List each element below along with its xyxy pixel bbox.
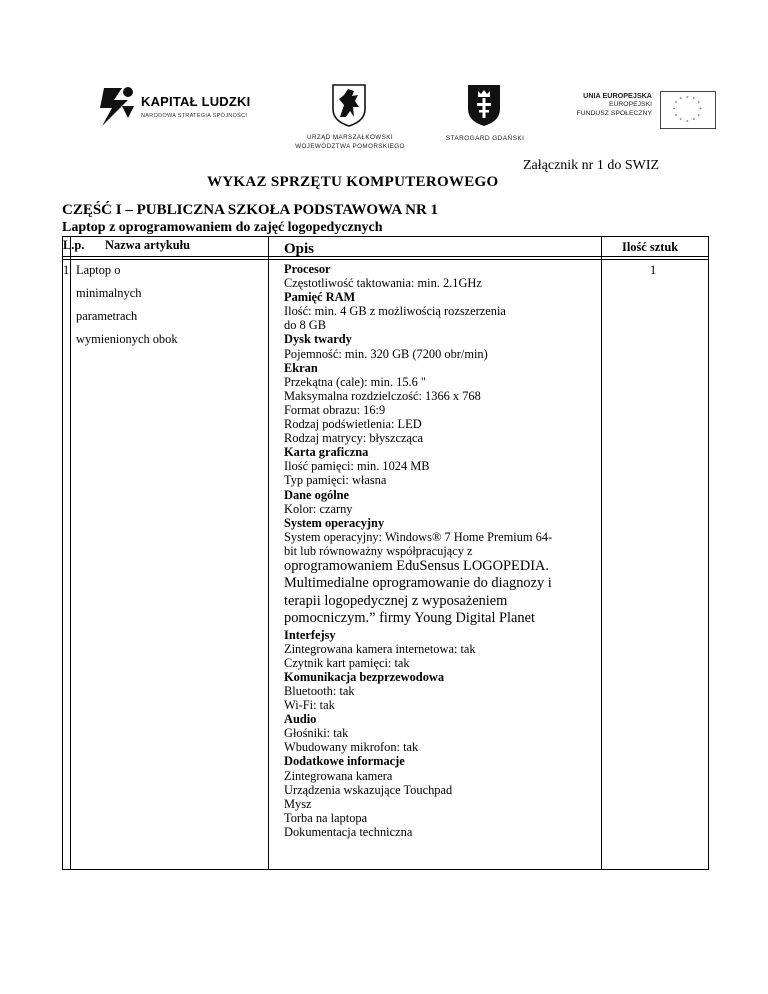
spec-heading: Dane ogólne — [284, 487, 350, 502]
griffin-crest-icon — [330, 83, 368, 127]
part-heading: CZĘŚĆ I – PUBLICZNA SZKOŁA PODSTAWOWA NR 1 — [62, 202, 439, 218]
header-qty: Ilość sztuk — [622, 240, 679, 254]
spec-line: Częstotliwość taktowania: min. 2.1GHz — [284, 276, 482, 291]
svg-text:*: * — [674, 101, 678, 107]
spec-line: Rodzaj matrycy: błyszcząca — [284, 431, 423, 446]
table-col-divider-2 — [268, 236, 269, 870]
row-name-line-4: wymienionych obok — [76, 332, 178, 346]
spec-line: System operacyjny: Windows® 7 Home Premium 64- — [284, 529, 553, 544]
spec-heading: Pamięć RAM — [284, 290, 356, 305]
spec-line: bit lub równoważny współpracujący z — [284, 543, 473, 558]
spec-heading: Procesor — [284, 262, 331, 276]
svg-text:*: * — [692, 118, 696, 124]
table-header-separator — [62, 256, 709, 257]
table-border-top — [62, 236, 709, 237]
urzad-marszalkowski-logo — [285, 83, 415, 153]
spec-heading: System operacyjny — [284, 515, 385, 530]
spec-line: Ilość: min. 4 GB z możliwością rozszerzenia — [284, 304, 506, 319]
spec-line: Dokumentacja techniczna — [284, 824, 413, 839]
header-desc: Opis — [284, 241, 315, 257]
spec-line: Zintegrowana kamera — [284, 768, 393, 783]
kapital-ludzki-logo — [98, 84, 268, 134]
urzad-marszalkowski-text: URZĄD MARSZAŁKOWSKI WOJEWÓDZTWA POMORSKIEGO — [295, 134, 405, 150]
svg-text:*: * — [672, 107, 676, 113]
svg-text:*: * — [686, 96, 689, 102]
starogard-gdanski-logo — [430, 83, 540, 153]
table-border-bottom — [62, 869, 709, 870]
svg-text:*: * — [697, 101, 700, 107]
spec-line: Kolor: czarny — [284, 501, 353, 516]
header-name: Nazwa artykułu — [105, 238, 191, 252]
spec-line: terapii logopedycznej z wyposażeniem — [284, 592, 508, 609]
spec-line: pomocniczym.” firmy Young Digital Planet — [284, 610, 536, 627]
spec-line: Ilość pamięci: min. 1024 MB — [284, 459, 430, 474]
eu-flag-icon — [660, 91, 716, 129]
spec-line: Bluetooth: tak — [284, 683, 355, 698]
starogard-gdanski-text: STAROGARD GDAŃSKI — [445, 135, 525, 142]
unia-europejska-logo — [556, 91, 716, 131]
spec-line: Mysz — [284, 796, 312, 811]
spec-line: do 8 GB — [284, 318, 326, 333]
spec-heading: Dysk twardy — [284, 332, 352, 347]
spec-heading: Interfejsy — [284, 627, 336, 642]
svg-text:*: * — [674, 114, 678, 120]
row-name-line-1: Laptop o — [76, 263, 121, 277]
svg-text:*: * — [699, 107, 702, 113]
spec-line: oprogramowaniem EduSensus LOGOPEDIA. — [284, 557, 549, 574]
svg-text:*: * — [697, 114, 700, 120]
table-col-divider-1 — [70, 236, 71, 870]
spec-line: Wi-Fi: tak — [284, 698, 335, 713]
spec-line: Pojemność: min. 320 GB (7200 obr/min) — [284, 346, 488, 361]
item-heading: Laptop z oprogramowaniem do zajęć logopedycznych — [62, 220, 383, 235]
spec-heading: Ekran — [284, 360, 318, 375]
spec-line: Urządzenia wskazujące Touchpad — [284, 782, 453, 797]
spec-line: Format obrazu: 16:9 — [284, 402, 386, 417]
ue-text: UNIA EUROPEJSKA EUROPEJSKI FUNDUSZ SPOŁECZNY — [576, 91, 652, 117]
kapital-ludzki-title: KAPITAŁ LUDZKI — [141, 94, 251, 109]
spec-line: Czytnik kart pamięci: tak — [284, 655, 410, 670]
starogard-crest-icon — [466, 83, 502, 127]
attachment-label: Załącznik nr 1 do SWIZ — [523, 158, 660, 173]
svg-text:*: * — [679, 118, 682, 124]
table-header-separator-2 — [62, 259, 709, 260]
spec-heading: Audio — [284, 712, 317, 727]
row-spec — [284, 262, 604, 839]
svg-text:*: * — [679, 97, 682, 103]
document-title: WYKAZ SPRZĘTU KOMPUTEROWEGO — [207, 174, 499, 190]
svg-text:*: * — [692, 97, 696, 103]
spec-line: Przekątna (cale): min. 15.6 " — [284, 374, 426, 389]
kapital-ludzki-subtitle: NARODOWA STRATEGIA SPÓJNOŚCI — [141, 113, 248, 119]
spec-heading: Karta graficzna — [284, 445, 369, 460]
table-border-right — [708, 236, 709, 870]
row-qty: 1 — [650, 263, 657, 277]
table-border-left — [62, 236, 63, 870]
spec-line: Typ pamięci: własna — [284, 473, 387, 488]
header-lp: L.p. — [63, 238, 85, 252]
row-name-line-3: parametrach — [76, 309, 138, 323]
spec-heading: Dodatkowe informacje — [284, 754, 405, 769]
svg-text:*: * — [686, 120, 689, 126]
row-lp: 1 — [63, 263, 70, 277]
spec-heading: Komunikacja bezprzewodowa — [284, 669, 445, 684]
spec-line: Wbudowany mikrofon: tak — [284, 740, 419, 755]
spec-line: Rodzaj podświetlenia: LED — [284, 417, 422, 432]
spec-line: Głośniki: tak — [284, 726, 349, 741]
row-name-line-2: minimalnych — [76, 286, 142, 300]
spec-line: Torba na laptopa — [284, 810, 368, 825]
spec-line: Multimedialne oprogramowanie do diagnozy i — [284, 575, 552, 592]
spec-line: Zintegrowana kamera internetowa: tak — [284, 641, 476, 656]
spec-line: Maksymalna rozdzielczość: 1366 x 768 — [284, 388, 481, 403]
kapital-ludzki-emblem-icon — [98, 84, 136, 130]
